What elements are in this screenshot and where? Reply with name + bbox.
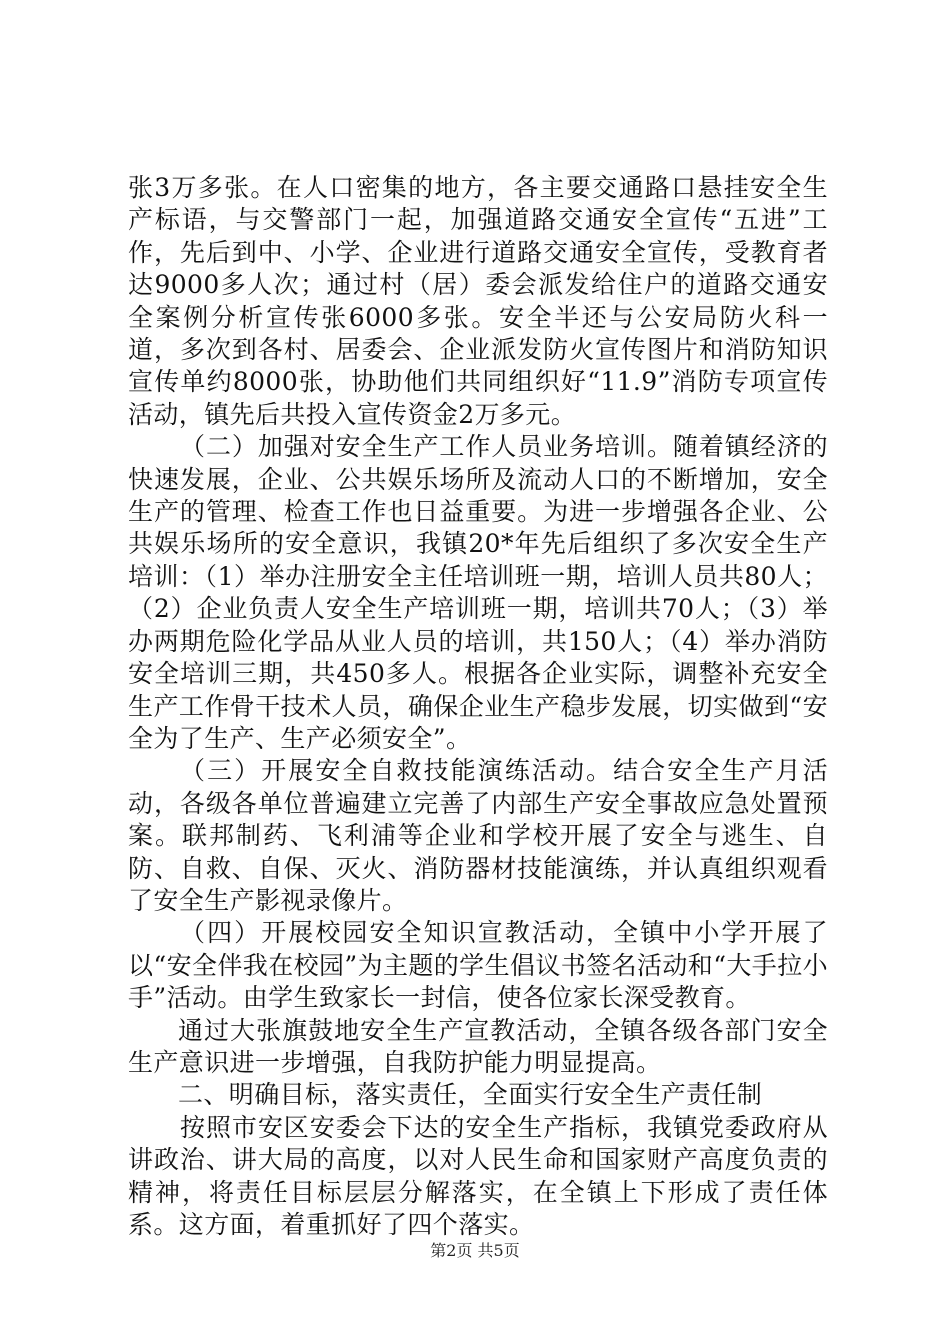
paragraph-self-rescue-drills: （三）开展安全自救技能演练活动。结合安全生产月活动，各级各单位普遍建立完善了内部生产安全事故应急处置预案。联邦制药、飞利浦等企业和学校开展了安全与逃生、自防、自救、自保、灭火、消防器材技能演练，并认真组织观看了安全生产影视录像片。: [128, 756, 828, 915]
paragraph-campus-safety: （四）开展校园安全知识宣教活动，全镇中小学开展了以“安全伴我在校园”为主题的学生倡议书签名活动和“大手拉小手”活动。由学生致家长一封信，使各位家长深受教育。: [128, 918, 828, 1013]
paragraph-summary: 通过大张旗鼓地安全生产宣教活动，全镇各级各部门安全生产意识进一步增强，自我防护能力明显提高。: [128, 1015, 828, 1077]
page-number-footer: 第2页 共5页: [430, 1241, 520, 1260]
paragraph-training: （二）加强对安全生产工作人员业务培训。随着镇经济的快速发展，企业、公共娱乐场所及流动人口的不断增加，安全生产的管理、检查工作也日益重要。为进一步增强各企业、公共娱乐场所的安全意识，我镇20*年先后组织了多次安全生产培训：（1）举办注册安全主任培训班一期，培训人员共80人；（2）企业负责人安全生产培训班一期，培训共70人；（3）举办两期危险化学品从业人员的培训，共150人；（4）举办消防安全培训三期，共450多人。根据各企业实际，调整补充安全生产工作骨干技术人员，确保企业生产稳步发展，切实做到“安全为了生产、生产必须安全”。: [128, 432, 828, 753]
document-body: [128, 172, 828, 1241]
paragraph-responsibility-system: 按照市安区安委会下达的安全生产指标，我镇党委政府从讲政治、讲大局的高度，以对人民生命和国家财产高度负责的精神，将责任目标层层分解落实，在全镇上下形成了责任体系。这方面，着重抓好了四个落实。: [128, 1112, 828, 1239]
paragraph-publicity-continuation: 张3万多张。在人口密集的地方，各主要交通路口悬挂安全生产标语，与交警部门一起，加强道路交通安全宣传“五进”工作，先后到中、小学、企业进行道路交通安全宣传，受教育者达9000多人次；通过村（居）委会派发给住户的道路交通安全案例分析宣传张6000多张。安全半还与公安局防火科一道，多次到各村、居委会、企业派发防火宣传图片和消防知识宣传单约8000张，协助他们共同组织好“11.9”消防专项宣传活动，镇先后共投入宣传资金2万多元。: [128, 173, 828, 429]
section-heading-responsibility: 二、明确目标，落实责任，全面实行安全生产责任制: [178, 1080, 763, 1110]
